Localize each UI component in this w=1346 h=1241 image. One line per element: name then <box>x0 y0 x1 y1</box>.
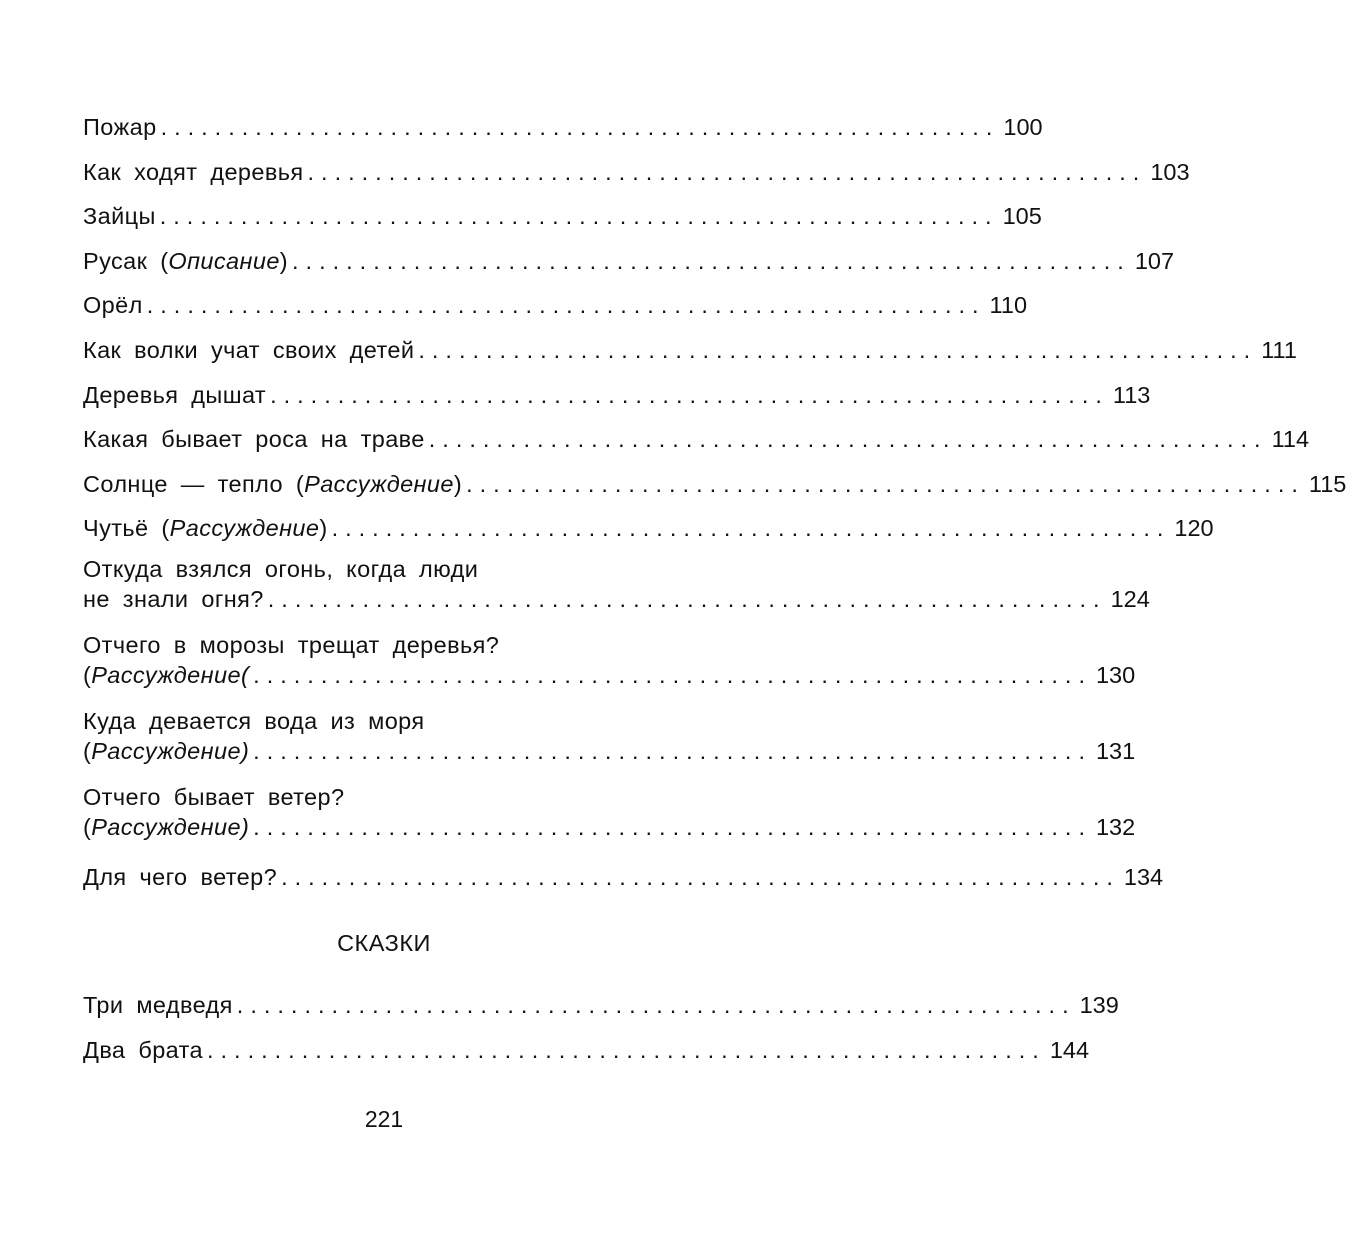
toc-entry[interactable] <box>83 782 1136 858</box>
section-heading: СКАЗКИ <box>337 930 431 956</box>
dot-leader: .............................................................. <box>159 203 999 230</box>
dot-leader: .............................................................. <box>270 381 1109 408</box>
toc-entry-page: 113 <box>1112 381 1151 408</box>
section-contents <box>83 986 1119 1075</box>
toc-entry[interactable] <box>83 554 1150 630</box>
toc-entry-title: Русак (Описание) <box>83 247 289 274</box>
toc-entry-note-line: (Рассуждение( <box>83 661 250 688</box>
toc-entry[interactable] <box>83 242 1175 287</box>
toc-entry-title: Два брата <box>83 1036 203 1063</box>
dot-leader: .............................................................. <box>428 426 1268 453</box>
toc-entry[interactable] <box>83 1031 1090 1076</box>
toc-entry-title-line: Отчего в морозы трещат деревья? <box>83 631 500 658</box>
toc-entry[interactable] <box>83 858 1164 903</box>
toc-entry-note: Рассуждение <box>91 661 241 688</box>
toc-entry[interactable] <box>83 706 1136 782</box>
toc-entry-page: 130 <box>1095 661 1136 688</box>
dot-leader: .............................................................. <box>281 863 1120 890</box>
toc-entry-page: 144 <box>1049 1036 1090 1063</box>
toc-entry-title: Три медведя <box>83 992 233 1018</box>
toc-entry-note: Рассуждение <box>169 515 320 542</box>
toc-entry[interactable] <box>83 420 1310 465</box>
toc-entry-title: Деревья дышат <box>83 381 267 408</box>
toc-entry[interactable] <box>83 986 1119 1031</box>
toc-entry-title: Для чего ветер? <box>83 863 278 890</box>
toc-entry-title: Чутьё (Рассуждение) <box>83 515 328 542</box>
dot-leader: .............................................................. <box>292 247 1131 274</box>
dot-leader: .............................................................. <box>236 992 1076 1018</box>
toc-entry-note: Рассуждение <box>91 737 241 764</box>
toc-entry-note: Рассуждение <box>304 470 454 497</box>
toc-entry-page: 120 <box>1174 515 1214 542</box>
toc-entry[interactable] <box>83 509 1214 554</box>
toc-entry-page: 114 <box>1271 426 1310 453</box>
toc-entry[interactable] <box>83 108 1043 153</box>
dot-leader: .............................................................. <box>160 114 1000 140</box>
toc-entry-page: 105 <box>1002 203 1042 230</box>
toc-entry-note-line: (Рассуждение) <box>83 813 250 840</box>
dot-leader: .............................................................. <box>207 1036 1046 1063</box>
toc-entry-title-line: не знали огня? <box>83 585 264 612</box>
toc-entry[interactable] <box>83 286 1028 331</box>
toc-entry-title: Пожар <box>83 114 157 140</box>
dot-leader: .............................................................. <box>253 661 1092 688</box>
toc-entry-note-line: (Рассуждение) <box>83 737 250 764</box>
dot-leader: .............................................................. <box>307 158 1147 185</box>
toc-entry-page: 115 <box>1308 470 1346 497</box>
toc-entry-page: 111 <box>1261 336 1297 363</box>
toc-entry-title: Как ходят деревья <box>83 158 304 185</box>
toc-entry[interactable] <box>83 197 1042 242</box>
toc-entry-note: Рассуждение <box>91 813 241 840</box>
toc-entry[interactable] <box>83 630 1136 706</box>
toc-entry-page: 134 <box>1123 863 1164 890</box>
toc-entry[interactable] <box>83 465 1346 510</box>
toc-entry-title: Зайцы <box>83 203 156 230</box>
dot-leader: .............................................................. <box>331 515 1171 542</box>
toc-entry-title-line: Куда девается вода из моря <box>83 707 425 734</box>
toc-entry-title: Орёл <box>83 292 143 319</box>
toc-entry[interactable] <box>83 376 1151 421</box>
toc-entry-page: 103 <box>1150 158 1190 185</box>
toc-entry-note: Описание <box>168 247 280 274</box>
page-number: 221 <box>364 1106 404 1132</box>
toc-entry-title-line: Откуда взялся огонь, когда люди <box>83 555 479 582</box>
dot-leader: .............................................................. <box>146 292 986 319</box>
toc-entry[interactable] <box>83 153 1190 198</box>
dot-leader: .............................................................. <box>466 470 1305 497</box>
table-of-contents <box>83 108 1346 903</box>
toc-entry-page: 131 <box>1095 737 1136 764</box>
dot-leader: .............................................................. <box>253 813 1092 840</box>
toc-entry-page: 110 <box>989 292 1028 319</box>
toc-entry-title-line: Отчего бывает ветер? <box>83 783 345 810</box>
dot-leader: .............................................................. <box>267 585 1107 612</box>
dot-leader: .............................................................. <box>253 737 1092 764</box>
toc-entry-title: Солнце — тепло (Рассуждение) <box>83 470 463 497</box>
dot-leader: .............................................................. <box>418 336 1258 363</box>
toc-entry-page: 139 <box>1079 992 1119 1018</box>
toc-entry-page: 107 <box>1134 247 1175 274</box>
toc-entry-page: 100 <box>1003 114 1043 140</box>
toc-entry[interactable] <box>83 331 1297 376</box>
toc-entry-page: 124 <box>1110 585 1150 612</box>
toc-entry-title: Какая бывает роса на траве <box>83 426 425 453</box>
toc-entry-page: 132 <box>1095 813 1136 840</box>
toc-entry-title: Как волки учат своих детей <box>83 336 415 363</box>
